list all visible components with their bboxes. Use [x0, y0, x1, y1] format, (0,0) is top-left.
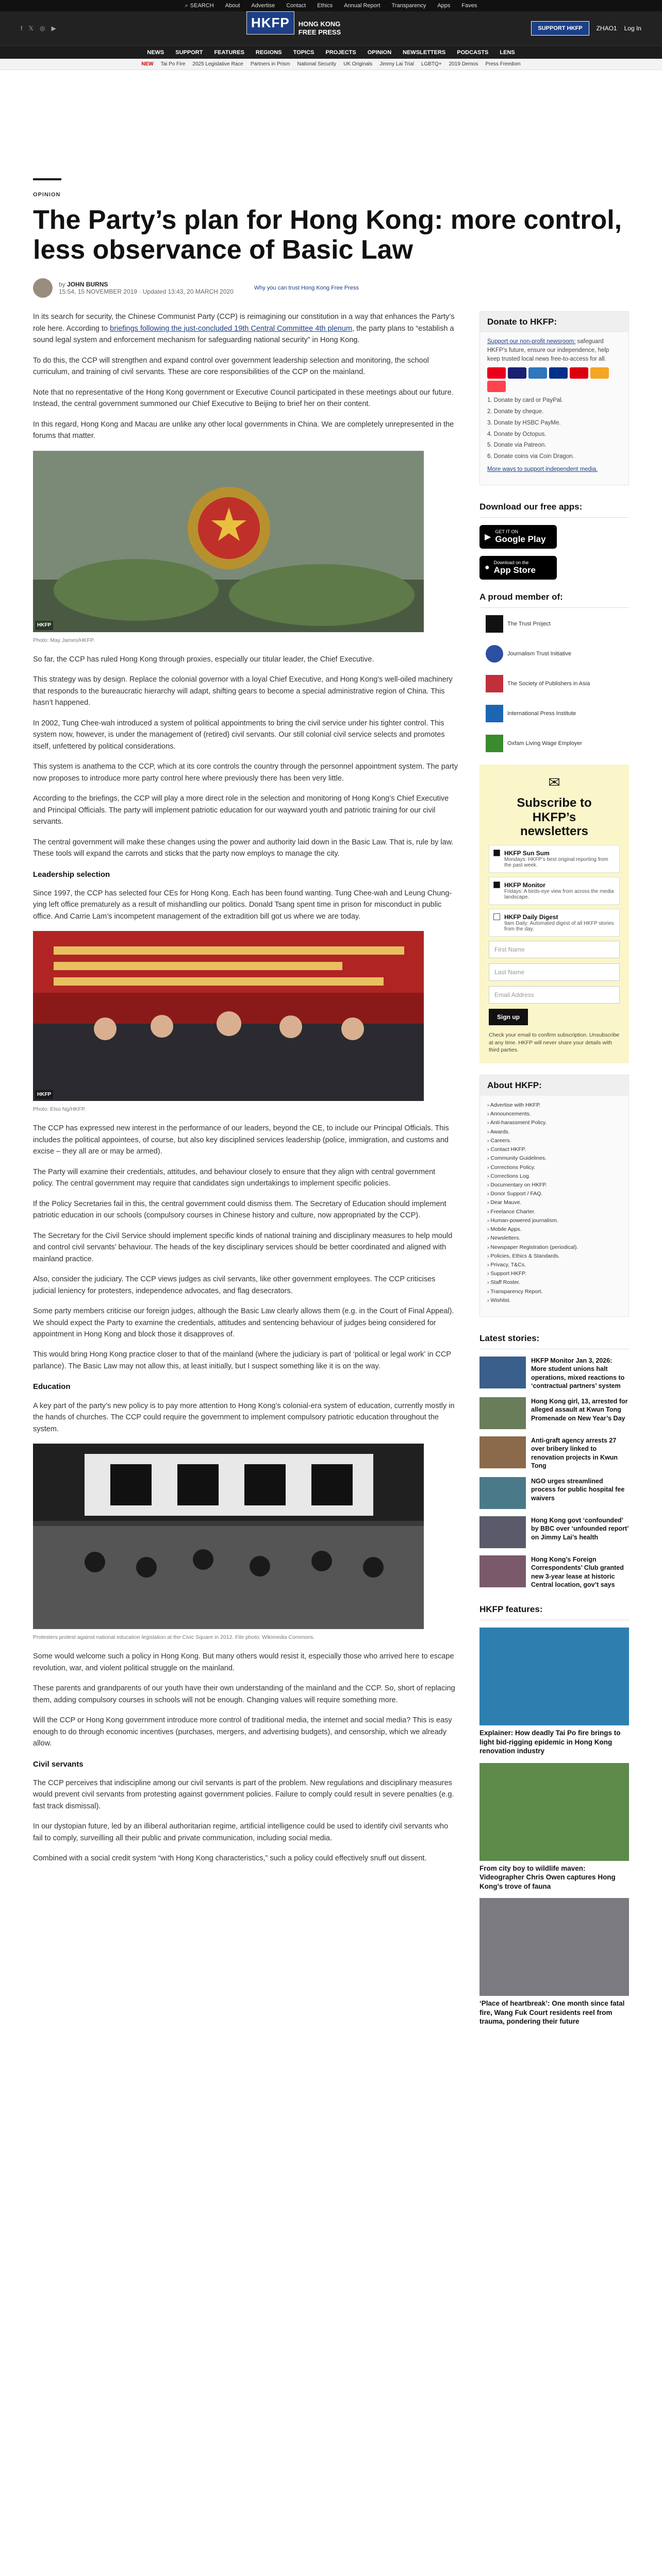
trending-item[interactable]: Jimmy Lai Trial [379, 61, 414, 67]
briefings-link[interactable]: briefings following the just-concluded 19th Central Committee 4th plenum [110, 324, 353, 333]
donate-options [487, 396, 621, 461]
checkbox[interactable] [493, 882, 500, 888]
about-link[interactable]: › Contact HKFP. [487, 1145, 621, 1154]
author-name[interactable]: JOHN BURNS [67, 281, 108, 289]
last-name-input[interactable]: Last Name [489, 963, 620, 981]
donate-option[interactable]: 3. Donate by HSBC PayMe. [487, 419, 561, 426]
latest-story[interactable]: Hong Kong’s Foreign Correspondents’ Club granted new 3-year lease at historic Central location, gov’t says [479, 1555, 629, 1589]
latest-story[interactable]: Anti-graft agency arrests 27 over bribery linked to renovation projects in Kwun Tong [479, 1436, 629, 1470]
site-header [0, 11, 662, 45]
photo-emblem [33, 451, 424, 632]
paragraph: In its search for security, the Chinese Communist Party (CCP) is reimagining our constitution in a way that enhances the Party’s role here. According to briefings following the just-concluded 19th Central Committee 4th plenum, the party plans to “establish a sound legal system and enforcement mechanism for safeguarding national security” in Hong Kong. [33, 313, 455, 345]
photo-caption: Photo: Elso Ng/HKFP. [33, 1106, 86, 1113]
about-link[interactable]: › Awards. [487, 1128, 621, 1137]
nav-regions[interactable]: REGIONS [255, 49, 282, 56]
about-link[interactable]: › Corrections Log. [487, 1172, 621, 1181]
about-link[interactable]: › Documentary on HKFP. [487, 1181, 621, 1190]
paragraph: Some party members criticise our foreign judges, although the Basic Law clearly allows them (e.g. in the Court of Final Appeal). We should expect the Party to examine the credentials, attitudes and sentencing behaviour of judges being considered for appointment in Hong Kong and block those it disapproves of. [33, 1307, 454, 1338]
about-link[interactable]: › Wishlist. [487, 1296, 621, 1305]
main-nav [0, 45, 662, 59]
nav-opinion[interactable]: OPINION [367, 49, 392, 56]
topbar-about[interactable]: About [225, 3, 240, 9]
more-ways-link[interactable]: More ways to support independent media. [487, 466, 598, 472]
story-thumbnail [479, 1477, 526, 1509]
facebook-icon[interactable]: f [21, 25, 23, 32]
donate-option[interactable]: 1. Donate by card or PayPal. [487, 397, 564, 404]
signup-button[interactable]: Sign up [489, 1009, 528, 1025]
article-title: The Party’s plan for Hong Kong: more control, less observance of Basic Law [33, 205, 622, 265]
x-icon[interactable]: 𝕏 [28, 25, 34, 32]
about-link[interactable]: › Human-powered journalism. [487, 1216, 621, 1225]
about-link[interactable]: › Careers. [487, 1137, 621, 1145]
about-link[interactable]: › Staff Roster. [487, 1278, 621, 1287]
paragraph: In 2002, Tung Chee-wah introduced a system of political appointments to bring the civil service under his tighter control. This system now, however, is under the management of (retired) civil servants. Our still colonial civil service selects and promotes itself, unfettered by political considerations. [33, 719, 445, 751]
nav-features[interactable]: FEATURES [214, 49, 244, 56]
about-link[interactable]: › Policies, Ethics & Standards. [487, 1252, 621, 1261]
trust-link[interactable]: Why you can trust Hong Kong Free Press [254, 285, 359, 292]
google-play-icon: ▶ [485, 533, 491, 542]
donate-option[interactable]: 5. Donate via Patreon. [487, 442, 547, 449]
nav-projects[interactable]: PROJECTS [325, 49, 356, 56]
paragraph: To do this, the CCP will strengthen and expand control over government leadership selection and monitoring, the school curriculum, and training of civil servants. These are core responsibilities of the CCP on the mainland. [33, 356, 429, 377]
photo-protest [33, 1444, 424, 1629]
about-link[interactable]: › Dear Mauve. [487, 1198, 621, 1207]
paragraph: The Secretary for the Civil Service should implement specific kinds of national training and disciplinary measures to help mould and control civil servants’ behaviour. The heads of the key disciplinary services should be better coordinated and aligned with mainland practice. [33, 1231, 453, 1263]
newsletter-option[interactable]: HKFP Sun Sum Mondays: HKFP’s best original reporting from the past week. [489, 845, 620, 873]
trending-item[interactable]: 2019 Demos [449, 61, 478, 67]
about-link[interactable]: › Freelance Charter. [487, 1208, 621, 1216]
trending-bar [0, 59, 662, 70]
feature-thumbnail [479, 1628, 629, 1725]
paragraph: The central government will make these changes using the power and authority laid down in the Basic Law. That is, rule by law. These tools will expand the carrots and sticks that the party now employs to manage the city. [33, 838, 454, 858]
checkbox[interactable] [493, 850, 500, 856]
app-store-button[interactable]: ● Download on the App Store [479, 556, 557, 580]
election-image [33, 931, 424, 1101]
photo-caption: Protesters protest against national education legislation at the Civic Square in 2012. File photo: Wikimedia Commons. [33, 1634, 315, 1641]
paragraph: This system is anathema to the CCP, which at its core controls the country through the personnel appointment system. The party now proposes to introduce more party control here where previously there has been very little. [33, 762, 458, 783]
logo-text: HONG KONG FREE PRESS [298, 20, 341, 36]
feature-story[interactable]: ‘Place of heartbreak’: One month since fatal fire, Wang Fuk Court residents reel from trauma, pondering their future [479, 1898, 629, 2026]
content-columns [33, 311, 629, 2033]
author-avatar [33, 278, 53, 298]
google-play-button[interactable]: ▶ GET IT ON Google Play [479, 525, 557, 549]
topbar-apps[interactable]: Apps [437, 3, 451, 9]
emblem-image [33, 451, 424, 632]
story-thumbnail [479, 1436, 526, 1468]
newsletter-option[interactable]: HKFP Monitor Fridays: A birds-eye view from across the media landscape. [489, 877, 620, 905]
photo-caption: Photo: May James/HKFP. [33, 637, 95, 643]
trending-item[interactable]: Partners in Prism [250, 61, 290, 67]
member-org[interactable]: Oxfam Living Wage Employer [486, 735, 629, 752]
topbar-transparency[interactable]: Transparency [391, 3, 426, 9]
donate-option[interactable]: 6. Donate coins via Coin Dragon. [487, 453, 574, 460]
login-link[interactable]: Log In [624, 25, 641, 32]
nav-news[interactable]: NEWS [147, 49, 164, 56]
newsletter-note: Check your email to confirm subscription. Unsubscribe at any time. HKFP will never share your details with third parties. [489, 1031, 620, 1054]
section-heading: Civil servants [33, 1759, 84, 1769]
photo-election [33, 931, 424, 1101]
utility-bar [0, 0, 662, 11]
section-heading: Education [33, 1382, 71, 1392]
member-org[interactable]: International Press Institute [486, 705, 629, 722]
logo-mark: HKFP [246, 11, 294, 35]
about-link[interactable]: › Privacy, T&Cs. [487, 1261, 621, 1269]
paragraph: This strategy was by design. Replace the colonial governor with a loyal Chief Executive, and Hong Kong’s well-oiled machinery that responds to the bureaucratic hierarchy will adapt, shifting gears to become a special administrative region of China. This hasn’t happened. [33, 675, 453, 707]
article-body [33, 311, 458, 2033]
about-link[interactable]: › Transparency Report. [487, 1287, 621, 1296]
paragraph: Note that no representative of the Hong Kong government or Executive Council participated in these meetings about our future. Instead, the central government summoned our Chief Executive to Beijing to brief her on their content. [33, 388, 454, 409]
first-name-input[interactable]: First Name [489, 941, 620, 958]
paragraph: Combined with a social credit system “with Hong Kong characteristics,” such a policy could effectively snuff out dissent. [33, 1854, 427, 1863]
latest-story[interactable]: HKFP Monitor Jan 3, 2026: More student unions halt operations, mixed reactions to ‘contractual partners’ system [479, 1357, 629, 1390]
latest-title: Latest stories: [479, 1328, 629, 1349]
section-heading: Leadership selection [33, 870, 110, 879]
paragraph: Also, consider the judiciary. The CCP views judges as civil servants, like other government employees. The CCP criticises judicial leniency for protesters, independence advocates, and flag desecrators. [33, 1275, 436, 1295]
support-button[interactable]: SUPPORT HKFP [531, 21, 589, 36]
topbar-faves[interactable]: Faves [461, 3, 477, 9]
feature-story[interactable]: From city boy to wildlife maven: Videographer Chris Owen captures Hong Kong’s trove of fauna [479, 1763, 629, 1891]
nav-lens[interactable]: LENS [500, 49, 515, 56]
newsletter-title: Subscribe to HKFP’s newsletters [517, 796, 592, 839]
mastercard-icon [487, 367, 506, 379]
topbar-search[interactable]: ⌕ SEARCH [185, 2, 214, 9]
paragraph: According to the briefings, the CCP will play a more direct role in the selection and monitoring of Hong Kong’s Chief Executive and Principal Officials. The party will implement patriotic education for our wayward youth and patriotic training for our civil servants. [33, 794, 449, 826]
about-link[interactable]: › Advertise with HKFP. [487, 1101, 621, 1110]
paragraph: The CCP perceives that indiscipline among our civil servants is part of the problem. New regulations and disciplinary measures would prevent civil servants from protesting against government policies. Failure to comply could result in severe penalties (e.g. fast track dismissal). [33, 1778, 454, 1810]
about-link[interactable]: › Corrections Policy. [487, 1163, 621, 1172]
about-title: About HKFP: [480, 1075, 628, 1096]
sopa-logo [486, 675, 503, 692]
byline [33, 278, 629, 298]
article-category[interactable]: OPINION [33, 192, 61, 198]
latest-story[interactable]: NGO urges streamlined process for public hospital fee waivers [479, 1477, 629, 1509]
visa-icon [508, 367, 526, 379]
trending-item[interactable]: Press Freedom [485, 61, 521, 67]
about-box [479, 1075, 629, 1317]
trending-item[interactable]: LGBTQ+ [421, 61, 442, 67]
email-input[interactable]: Email Address [489, 986, 620, 1004]
story-thumbnail [479, 1357, 526, 1388]
about-link[interactable]: › Newspaper Registration (periodical). [487, 1243, 621, 1252]
header-actions [531, 21, 641, 36]
about-link[interactable]: › Community Guidelines. [487, 1154, 621, 1163]
paragraph: In this regard, Hong Kong and Macau are unlike any other local governments in China. We are completely unrepresented in the forums that matter. [33, 420, 454, 440]
features-title: HKFP features: [479, 1599, 629, 1620]
page-content [0, 178, 662, 2033]
paragraph: A key part of the party’s new policy is to pay more attention to Hong Kong’s colonial-era system of education, currently mostly in the hands of churches. The CCP could require the government to implement compulsory patriotic education throughout the system. [33, 1401, 455, 1433]
member-title: A proud member of: [479, 587, 629, 608]
about-link[interactable]: › Mobile Apps. [487, 1225, 621, 1234]
topbar-advertise[interactable]: Advertise [251, 3, 275, 9]
paypal-icon [549, 367, 568, 379]
paragraph: So far, the CCP has ruled Hong Kong through proxies, especially our titular leader, the Chief Executive. [33, 655, 374, 664]
paragraph: In our dystopian future, led by an illiberal authoritarian regime, artificial intelligence could be used to identify civil servants who fail to comply, surveilling all their public and private communication, including social media. [33, 1822, 449, 1842]
apple-icon: ● [485, 563, 490, 572]
checkbox[interactable] [493, 913, 500, 920]
about-links [480, 1096, 628, 1310]
topbar-contact[interactable]: Contact [286, 3, 306, 9]
feature-story[interactable]: Explainer: How deadly Tai Po fire brings to light bid-rigging epidemic in Hong Kong renovation industry [479, 1628, 629, 1756]
about-link[interactable]: › Anti-harassment Policy. [487, 1118, 621, 1127]
about-link[interactable]: › Support HKFP. [487, 1269, 621, 1278]
paragraph: The CCP has expressed new interest in the performance of our leaders, beyond the CE, to include our Principal Officials. This includes the political appointees, of course, but also key disciplined services leadership (police, immigration, and customs and excise – they all are or may be armed). [33, 1124, 449, 1156]
story-thumbnail [479, 1555, 526, 1587]
youtube-icon[interactable]: ▶ [51, 25, 56, 32]
patreon-icon [487, 381, 506, 392]
trending-item[interactable]: Tai Po Fire [160, 61, 186, 67]
about-link[interactable]: › Newsletters. [487, 1234, 621, 1243]
nav-podcasts[interactable]: PODCASTS [457, 49, 489, 56]
latest-story[interactable]: Hong Kong girl, 13, arrested for alleged assault at Kwun Tong Promenade on New Year’s Day [479, 1397, 629, 1429]
title-rule [33, 178, 61, 180]
mail-icon: ✉ [548, 774, 560, 791]
payme-icon [570, 367, 588, 379]
paragraph: Will the CCP or Hong Kong government introduce more control of traditional media, the internet and social media? This is easy enough to do through economic incentives (purchases, mergers, and advertising budgets), and censorship, which we already allow. [33, 1716, 452, 1748]
octopus-icon [590, 367, 609, 379]
search-icon: ⌕ [185, 2, 188, 9]
header-social [21, 25, 56, 32]
instagram-icon[interactable]: ◎ [40, 25, 45, 32]
member-org[interactable]: The Trust Project [486, 615, 629, 633]
trending-new-label: NEW [141, 61, 154, 67]
amex-icon [528, 367, 547, 379]
latest-story[interactable]: Hong Kong govt ‘confounded’ by BBC over ‘unfounded report’ on Jimmy Lai’s health [479, 1516, 629, 1548]
donate-title: Donate to HKFP: [480, 312, 628, 332]
topbar-ethics[interactable]: Ethics [317, 3, 333, 9]
newsletter-box [479, 765, 629, 1063]
site-logo[interactable] [246, 11, 341, 46]
paragraph: Some would welcome such a policy in Hong Kong. But many others would resist it, especially those who arrived here to escape revolution, war, and violent political struggle on the mainland. [33, 1652, 454, 1672]
trending-item[interactable]: National Security [297, 61, 337, 67]
feature-thumbnail [479, 1763, 629, 1861]
story-thumbnail [479, 1516, 526, 1548]
hkfp-watermark: HKFP [35, 1090, 53, 1099]
support-newsroom-link[interactable]: Support our non-profit newsroom: [487, 338, 576, 345]
jti-logo [486, 645, 503, 663]
newsletter-option[interactable]: HKFP Daily Digest 9am Daily: Automated digest of all HKFP stories from the day. [489, 909, 620, 937]
paragraph: This would bring Hong Kong practice closer to that of the mainland (where the judiciary is part of ‘political or legal work’ in CCP parlance). The Basic Law may not allow this, at least initially, but I suspect something like it is on the way. [33, 1350, 451, 1370]
paragraph: If the Policy Secretaries fail in this, the central government could dismiss them. The Secretary of Education should implement patriotic education in our schools (compulsory courses in Chinese history and culture, now appropriated by the CCP). [33, 1199, 446, 1220]
donate-option[interactable]: 4. Donate by Octopus. [487, 431, 547, 437]
oxfam-logo [486, 735, 503, 752]
nav-topics[interactable]: TOPICS [293, 49, 315, 56]
member-org[interactable]: The Society of Publishers in Asia [486, 675, 629, 692]
sidebar [479, 311, 629, 2033]
language-toggle[interactable]: ZHAO1 [596, 25, 617, 32]
publish-date: 15:54, 15 NOVEMBER 2019 [59, 288, 138, 296]
paragraph: These parents and grandparents of our youth have their own understanding of the mainland and the CCP. So, short of replacing them, adding compulsory courses in schools will not be enough. Changing values will require something more. [33, 1684, 455, 1704]
hkfp-watermark: HKFP [35, 621, 53, 630]
donate-box: Donate to HKFP: Support our non-profit newsroom: safeguard HKFP’s future, ensure our independence, help keep trusted local news free-to-access for all. 1. Donate by card or PayPal. 2. Donate by cheque. 3. Donate by HSBC PayMe. 4. Donate by Octopus. 5. Donate via Patreon. 6. Donate coins via Coin Dragon. More ways to support independent media. [479, 311, 629, 485]
payment-methods [487, 367, 621, 392]
trending-item[interactable]: UK Originals [343, 61, 373, 67]
trending-item[interactable]: 2025 Legislative Race [192, 61, 243, 67]
updated-date: Updated 13:43, 20 MARCH 2020 [142, 288, 234, 296]
story-thumbnail [479, 1397, 526, 1429]
trust-project-logo [486, 615, 503, 633]
nav-newsletters[interactable]: NEWSLETTERS [403, 49, 446, 56]
ipi-logo [486, 705, 503, 722]
feature-thumbnail [479, 1898, 629, 1996]
paragraph: Since 1997, the CCP has selected four CEs for Hong Kong. Each has been found wanting. Tung Chee-wah and Leung Chung-ying left office prematurely as a result of mishandling our politics. Donald Tsang spent time in prison for misconduct in public office. And Carrie Lam’s incompetent management of the extradition bill got us where we are today. [33, 889, 452, 921]
about-link[interactable]: › Announcements. [487, 1110, 621, 1118]
member-org[interactable]: Journalism Trust Initiative [486, 645, 629, 663]
protest-image [33, 1444, 424, 1629]
byline-text: by JOHN BURNS 15:54, 15 NOVEMBER 2019 · Updated 13:43, 20 MARCH 2020 [59, 281, 234, 296]
about-link[interactable]: › Donor Support / FAQ. [487, 1190, 621, 1198]
topbar-annual-report[interactable]: Annual Report [344, 3, 380, 9]
apps-title: Download our free apps: [479, 497, 629, 518]
paragraph: The Party will examine their credentials, attitudes, and behaviour closely to ensure that they align with central government policy. The central government may require that candidates sign undertakings to implement specific policies. [33, 1167, 436, 1188]
donate-option[interactable]: 2. Donate by cheque. [487, 409, 544, 415]
nav-support[interactable]: SUPPORT [175, 49, 203, 56]
